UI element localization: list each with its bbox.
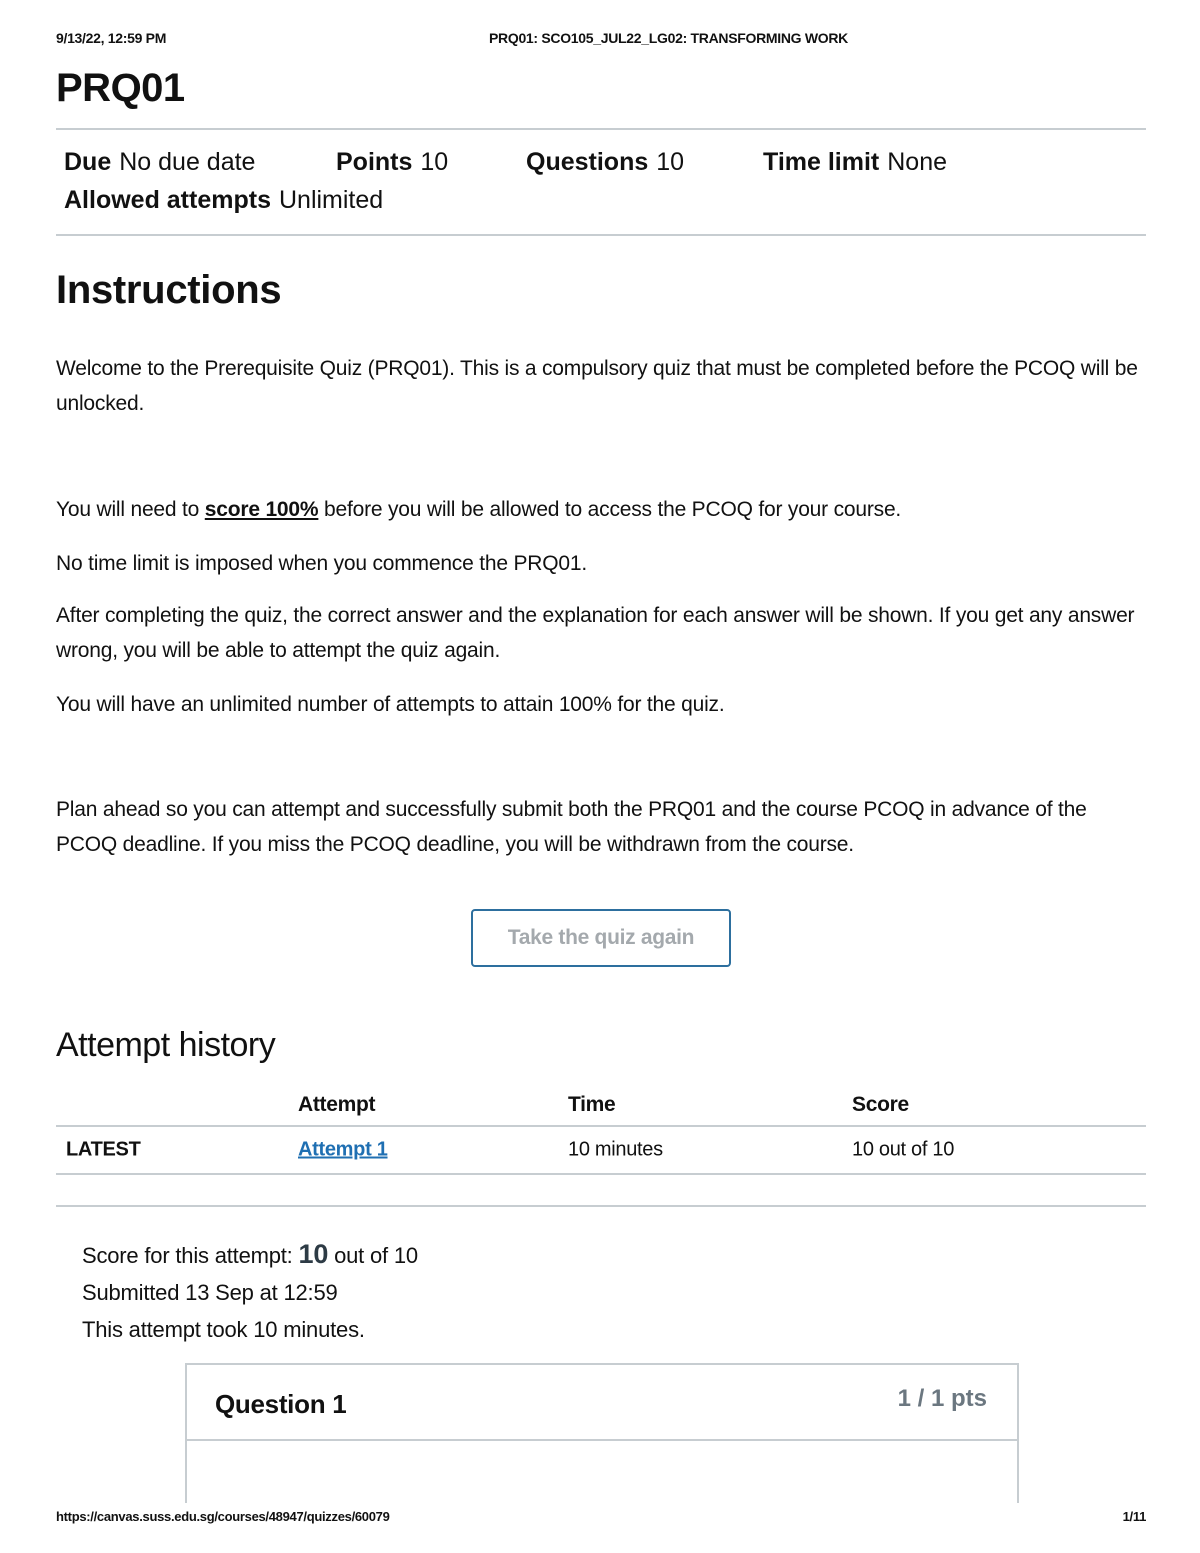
instructions-paragraph: After completing the quiz, the correct answer and the explanation for each answer will be shown. If you get any answer wrong, you will be able to attempt the quiz again.: [56, 604, 1135, 662]
detail-questions-label: Questions: [526, 148, 649, 176]
submitted-line: Submitted 13 Sep at 12:59: [82, 1280, 338, 1305]
question-title: Question 1: [215, 1389, 347, 1419]
print-footer: [56, 1509, 1146, 1529]
instructions-heading: Instructions: [56, 268, 282, 312]
detail-attempts-value: Unlimited: [278, 186, 384, 214]
attempt-score: 10 out of 10: [852, 1138, 955, 1161]
instructions-text: You will need to: [56, 498, 205, 521]
score-line: [82, 1236, 418, 1274]
attempt-history-heading: Attempt history: [56, 1026, 276, 1064]
detail-points-label: Points: [336, 148, 413, 176]
detail-due-label: Due: [64, 148, 112, 176]
page-title: PRQ01: [56, 66, 185, 110]
instructions-text: before you will be allowed to access the PCOQ for your course.: [318, 498, 902, 521]
detail-time-limit: [763, 148, 947, 177]
instructions-paragraph: [56, 492, 1146, 527]
detail-time-limit-label: Time limit: [763, 148, 880, 176]
question-header: [187, 1365, 1017, 1441]
take-quiz-again-button[interactable]: Take the quiz again: [471, 909, 731, 967]
attempt-summary: [82, 1236, 418, 1348]
attempt-1-link[interactable]: Attempt 1: [298, 1138, 388, 1161]
table-row: [56, 1127, 1146, 1175]
column-header-time: Time: [568, 1093, 616, 1116]
detail-attempts-label: Allowed attempts: [64, 186, 271, 214]
detail-questions: [526, 148, 684, 177]
page-number: 1/11: [1122, 1509, 1146, 1524]
attempt-time: 10 minutes: [568, 1138, 663, 1161]
question-card: [185, 1363, 1019, 1503]
instructions-paragraph: No time limit is imposed when you commence the PRQ01.: [56, 552, 587, 575]
detail-points: [336, 148, 448, 177]
detail-time-limit-value: None: [887, 148, 948, 176]
detail-due: [64, 148, 255, 177]
instructions-paragraph: Plan ahead so you can attempt and successfully submit both the PRQ01 and the course PCOQ in advance of the PCOQ deadline. If you miss the PCOQ deadline, you will be withdrawn from the course.: [56, 798, 1087, 856]
table-header-row: [56, 1085, 1146, 1127]
instructions-paragraph: You will have an unlimited number of attempts to attain 100% for the quiz.: [56, 693, 725, 716]
print-date: 9/13/22, 12:59 PM: [56, 30, 167, 46]
attempt-history-table: [56, 1085, 1146, 1175]
print-header: [56, 30, 1146, 50]
score-label: Score for this attempt:: [82, 1243, 293, 1268]
column-header-attempt: Attempt: [298, 1093, 376, 1116]
print-url: https://canvas.suss.edu.sg/courses/48947/quizzes/60079: [56, 1509, 390, 1524]
score-value: 10: [298, 1239, 329, 1269]
print-course-title: PRQ01: SCO105_JUL22_LG02: TRANSFORMING WORK: [489, 30, 848, 46]
quiz-details: [56, 128, 1146, 236]
instructions-emphasis: score 100%: [204, 498, 319, 521]
column-header-score: Score: [852, 1093, 909, 1116]
divider: [56, 1205, 1146, 1207]
latest-tag: LATEST: [66, 1138, 141, 1161]
detail-questions-value: 10: [656, 148, 685, 176]
detail-due-value: No due date: [119, 148, 256, 176]
detail-allowed-attempts: [64, 186, 383, 215]
question-points: 1 / 1 pts: [897, 1385, 987, 1412]
detail-points-value: 10: [420, 148, 449, 176]
duration-line: This attempt took 10 minutes.: [82, 1317, 365, 1342]
instructions-paragraph: Welcome to the Prerequisite Quiz (PRQ01). This is a compulsory quiz that must be completed before the PCOQ will be unlocked.: [56, 357, 1138, 415]
score-suffix: out of 10: [334, 1243, 418, 1268]
